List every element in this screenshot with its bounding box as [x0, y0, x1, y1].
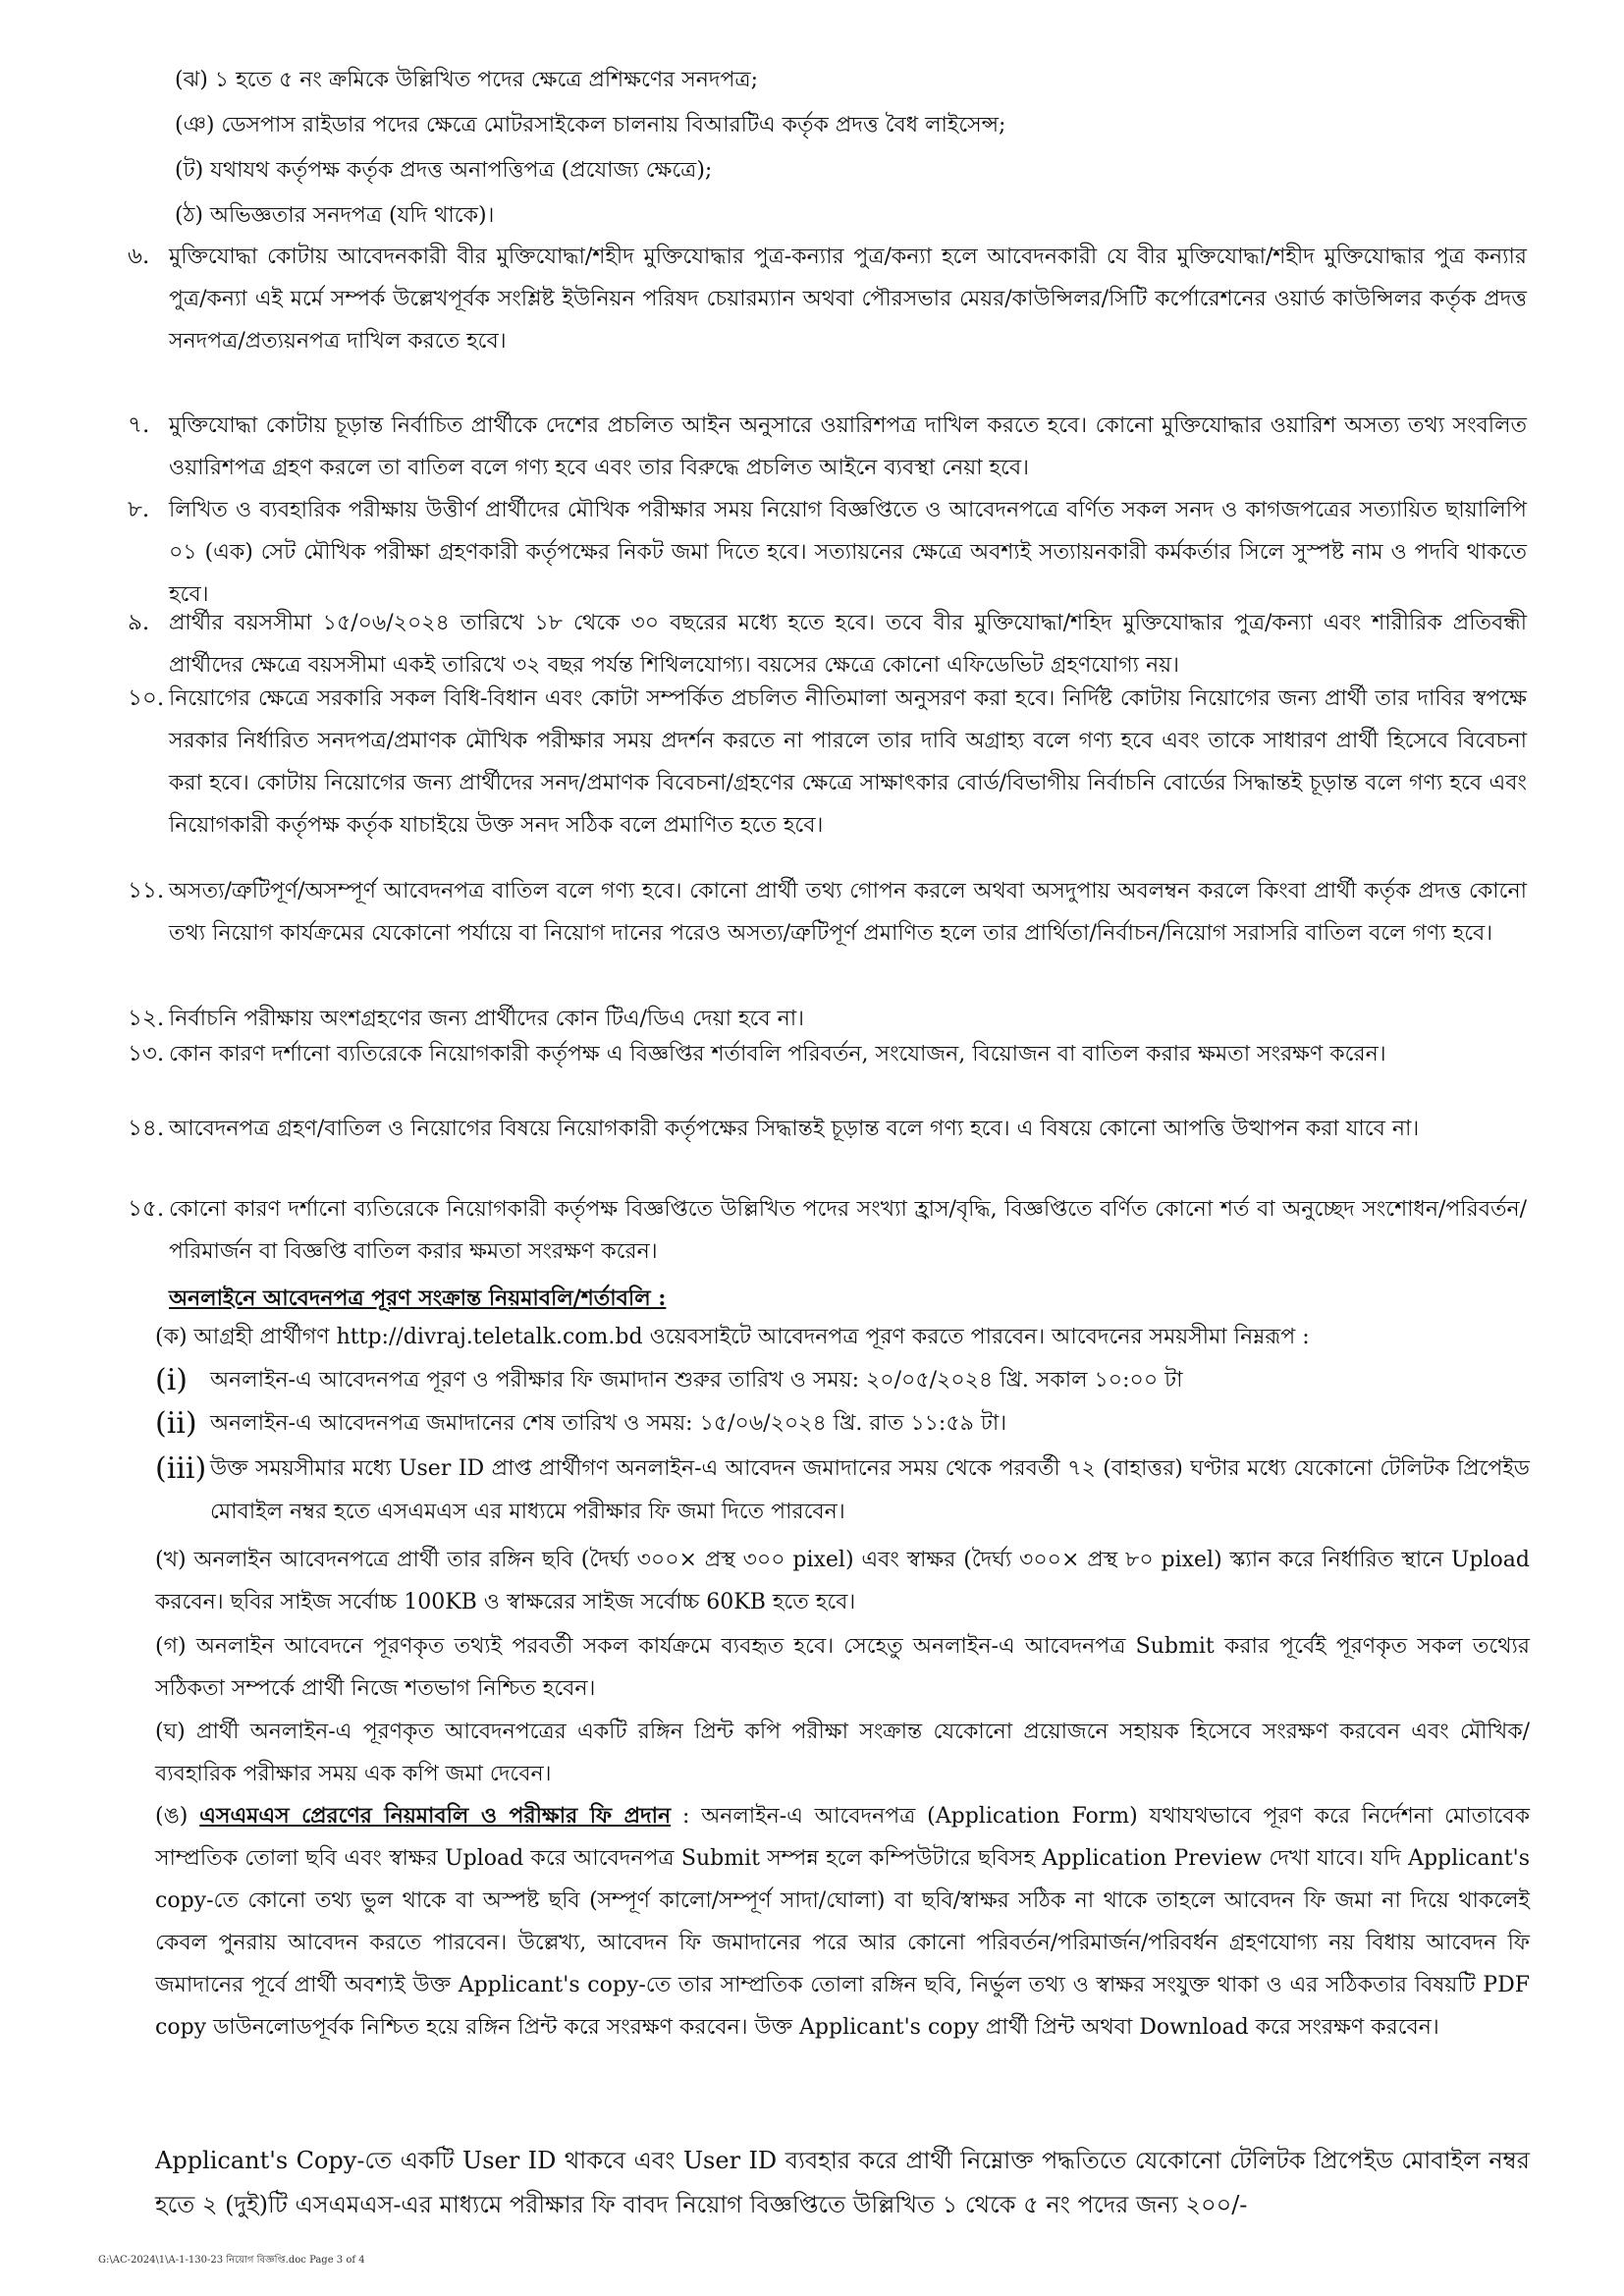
roman-numeral: (i)	[155, 1363, 189, 1397]
item-text: কোনো কারণ দর্শানো ব্যতিরেকে নিয়োগকারী কর্তৃপক্ষ বিজ্ঞপ্তিতে উল্লিখিত পদের সংখ্যা হ্রাস/বৃদ্ধি, বিজ্ঞপ্তিতে বর্ণিত কোনো শর্ত বা অনুচ্ছেদ সংশোধন/পরিবর্তন/পরিমার্জন বা বিজ্ঞপ্তি বাতিল করার ক্ষমতা সংরক্ষণ করেন।	[169, 1197, 1527, 1264]
online-rule-uma	[155, 1795, 1530, 2049]
item-number: ৯.	[128, 610, 150, 635]
item-number: ১২.	[128, 1006, 165, 1031]
final-paragraph: Applicant's Copy-তে একটি User ID থাকবে এবং User ID ব্যবহার করে প্রার্থী নিম্নোক্ত পদ্ধতিতে যেকোনো টেলিটক প্রিপেইড মোবাইল নম্বর হতে ২ (দুই)টি এসএমএস-এর মাধ্যমে পরীক্ষার ফি বাবদ নিয়োগ বিজ্ঞপ্তিতে উল্লিখিত ১ থেকে ৫ নং পদের জন্য ২০০/-	[155, 2147, 1530, 2218]
item-number: ১৪.	[128, 1116, 165, 1141]
online-rule-ka: (ক) আগ্রহী প্রার্থীগণ http://divraj.teletalk.com.bd ওয়েবসাইটে আবেদনপত্র পূরণ করতে পারবেন। আবেদনের সময়সীমা নিম্নরূপ :	[155, 1325, 1310, 1349]
roman-numeral: (ii)	[155, 1406, 197, 1441]
sms-fee-text: : অনলাইন-এ আবেদনপত্র (Application Form) যথাযথভাবে পূরণ করে নির্দেশনা মোতাবেক সাম্প্রতিক তোলা ছবি এবং স্বাক্ষর Upload করে আবেদনপত্র Submit সম্পন্ন হলে কম্পিউটারে ছবিসহ Application Preview দেখা যাবে। যদি Applicant's copy-তে কোনো তথ্য ভুল থাকে বা অস্পষ্ট ছবি (সম্পূর্ণ কালো/সম্পূর্ণ সাদা/ঘোলা) বা ছবি/স্বাক্ষর সঠিক না থাকে তাহলে আবেদন ফি জমা না দিয়ে থাকলেই কেবল পুনরায় আবেদন করতে পারবেন। উল্লেখ্য, আবেদন ফি জমাদানের পরে আর কোনো পরিবর্তন/পরিমার্জন/পরিবর্ধন গ্রহণযোগ্য নয় বিধায় আবেদন ফি জমাদানের পূর্বে প্রার্থী অবশ্যই উক্ত Applicant's copy-তে তার সাম্প্রতিক তোলা রঙ্গিন ছবি, নির্ভুল তথ্য ও স্বাক্ষর সংযুক্ত থাকা ও এর সঠিকতার বিষয়টি PDF copy ডাউনলোডপূর্বক নিশ্চিত হয়ে রঙ্গিন প্রিন্ট করে সংরক্ষণ করবেন। উক্ত Applicant's copy প্রার্থী প্রিন্ট অথবা Download করে সংরক্ষণ করবেন।	[155, 1804, 1530, 2040]
sub-item-nya: (ঞ) ডেসপাস রাইডার পদের ক্ষেত্রে মোটরসাইকেল চালনায় বিআরটিএ কর্তৃক প্রদত্ত বৈধ লাইসেন্স;	[175, 113, 1006, 137]
item-text: নিয়োগের ক্ষেত্রে সরকারি সকল বিধি-বিধান এবং কোটা সম্পর্কিত প্রচলিত নীতিমালা অনুসরণ করা হবে। নির্দিষ্ট কোটায় নিয়োগের জন্য প্রার্থী তার দাবির স্বপক্ষে সরকার নির্ধারিত সনদপত্র/প্রমাণক মৌখিক পরীক্ষার সময় প্রদর্শন করতে না পারলে তার দাবি অগ্রাহ্য বলে গণ্য হবে এবং তাকে সাধারণ প্রার্থী হিসেবে বিবেচনা করা হবে। কোটায় নিয়োগের জন্য প্রার্থীদের সনদ/প্রমাণক বিবেচনা/গ্রহণের ক্ষেত্রে সাক্ষাৎকার বোর্ড/বিভাগীয় নির্বাচনি বোর্ডের সিদ্ধান্তই চূড়ান্ত বলে গণ্য হবে এবং নিয়োগকারী কর্তৃপক্ষ কর্তৃক যাচাইয়ে উক্ত সনদ সঠিক বলে প্রমাণিত হতে হবে।	[169, 686, 1527, 838]
item-number: ১৩.	[128, 1041, 165, 1066]
item-text: প্রার্থীর বয়সসীমা ১৫/০৬/২০২৪ তারিখে ১৮ থেকে ৩০ বছরের মধ্যে হতে হবে। তবে বীর মুক্তিযোদ্ধা/শহিদ মুক্তিযোদ্ধার পুত্র/কন্যা এবং শারীরিক প্রতিবন্ধী প্রার্থীদের ক্ষেত্রে বয়সসীমা একই তারিখে ৩২ বছর পর্যন্ত শিথিলযোগ্য। বয়সের ক্ষেত্রে কোনো এফিডেভিট গ্রহণযোগ্য নয়।	[169, 611, 1527, 678]
online-rules-heading: অনলাইনে আবেদনপত্র পূরণ সংক্রান্ত নিয়মাবলি/শর্তাবলি :	[169, 1285, 667, 1311]
deadline-text: উক্ত সময়সীমার মধ্যে User ID প্রাপ্ত প্রার্থীগণ অনলাইন-এ আবেদন জমাদানের সময় থেকে পরবর্তী ৭২ (বাহাত্তর) ঘণ্টার মধ্যে যেকোনো টেলিটক প্রিপেইড মোবাইল নম্বর হতে এসএমএস এর মাধ্যমে পরীক্ষার ফি জমা দিতে পারবেন।	[210, 1456, 1530, 1524]
list-item	[128, 602, 1527, 686]
item-number: ৬.	[128, 244, 150, 269]
item-text: লিখিত ও ব্যবহারিক পরীক্ষায় উত্তীর্ণ প্রার্থীদের মৌখিক পরীক্ষার সময় নিয়োগ বিজ্ঞপ্তিতে ও আবেদনপত্রে বর্ণিত সকল সনদ ও কাগজপত্রের সত্যায়িত ছায়ালিপি ০১ (এক) সেট মৌখিক পরীক্ষা গ্রহণকারী কর্তৃপক্ষের নিকট জমা দিতে হবে। সত্যায়নের ক্ষেত্রে অবশ্যই সত্যায়নকারী কর্মকর্তার সিলে সুস্পষ্ট নাম ও পদবি থাকতে হবে।	[169, 498, 1527, 607]
deadline-item	[155, 1359, 1530, 1402]
page-footer: G:\AC-2024\1\A-1-130-23 নিয়োগ বিজ্ঞপ্তি.doc Page 3 of 4	[98, 2255, 365, 2266]
item-number: ৭.	[128, 412, 150, 438]
deadline-text: অনলাইন-এ আবেদনপত্র পূরণ ও পরীক্ষার ফি জমাদান শুরুর তারিখ ও সময়: ২০/০৫/২০২৪ খ্রি. সকাল ১০:০০ টা	[210, 1368, 1183, 1393]
online-rule-kha: (খ) অনলাইন আবেদনপত্রে প্রার্থী তার রঙ্গিন ছবি (দৈর্ঘ্য ৩০০× প্রস্থ ৩০০ pixel) এবং স্বাক্ষর (দৈর্ঘ্য ৩০০× প্রস্থ ৮০ pixel) স্ক্যান করে নির্ধারিত স্থানে Upload করবেন। ছবির সাইজ সর্বোচ্চ 100KB ও স্বাক্ষরের সাইজ সর্বোচ্চ 60KB হতে হবে।	[155, 1548, 1530, 1614]
item-text: আবেদনপত্র গ্রহণ/বাতিল ও নিয়োগের বিষয়ে নিয়োগকারী কর্তৃপক্ষের সিদ্ধান্তই চূড়ান্ত বলে গণ্য হবে। এ বিষয়ে কোনো আপত্তি উত্থাপন করা যাবে না।	[169, 1117, 1420, 1141]
item-text: কোন কারণ দর্শানো ব্যতিরেকে নিয়োগকারী কর্তৃপক্ষ এ বিজ্ঞপ্তির শর্তাবলি পরিবর্তন, সংযোজন, বিয়োজন বা বাতিল করার ক্ষমতা সংরক্ষণ করেন।	[169, 1042, 1386, 1066]
deadline-text: অনলাইন-এ আবেদনপত্র জমাদানের শেষ তারিখ ও সময়: ১৫/০৬/২০২৪ খ্রি. রাত ১১:৫৯ টা।	[210, 1411, 1007, 1436]
list-item	[128, 1108, 1527, 1150]
list-item	[128, 678, 1527, 847]
rule-prefix: (ঙ)	[155, 1804, 200, 1829]
item-text: মুক্তিযোদ্ধা কোটায় চূড়ান্ত নির্বাচিত প্রার্থীকে দেশের প্রচলিত আইন অনুসারে ওয়ারিশপত্র দাখিল করতে হবে। কোনো মুক্তিযোদ্ধার ওয়ারিশ অসত্য তথ্য সংবলিত ওয়ারিশপত্র গ্রহণ করলে তা বাতিল বলে গণ্য হবে এবং তার বিরুদ্ধে প্রচলিত আইনে ব্যবস্থা নেয়া হবে।	[169, 413, 1527, 480]
list-item	[128, 236, 1527, 362]
item-text: নির্বাচনি পরীক্ষায় অংশগ্রহণের জন্য প্রার্থীদের কোন টিএ/ডিএ দেয়া হবে না।	[169, 1007, 804, 1031]
item-text: মুক্তিযোদ্ধা কোটায় আবেদনকারী বীর মুক্তিযোদ্ধা/শহীদ মুক্তিযোদ্ধার পুত্র-কন্যার পুত্র/কন্যা হলে আবেদনকারী যে বীর মুক্তিযোদ্ধা/শহীদ মুক্তিযোদ্ধার পুত্র কন্যার পুত্র/কন্যা এই মর্মে সম্পর্ক উল্লেখপূর্বক সংশ্লিষ্ট ইউনিয়ন পরিষদ চেয়ারম্যান অথবা পৌরসভার মেয়র/কাউন্সিলর/সিটি কর্পোরেশনের ওয়ার্ড কাউন্সিলর কর্তৃক প্রদত্ত সনদপত্র/প্রত্যয়নপত্র দাখিল করতে হবে।	[169, 245, 1527, 354]
list-item	[128, 405, 1527, 489]
online-rule-gha: (ঘ) প্রার্থী অনলাইন-এ পূরণকৃত আবেদনপত্রের একটি রঙ্গিন প্রিন্ট কপি পরীক্ষা সংক্রান্ত যেকোনো প্রয়োজনে সহায়ক হিসেবে সংরক্ষণ করবেন এবং মৌখিক/ব্যবহারিক পরীক্ষার সময় এক কপি জমা দেবেন।	[155, 1720, 1530, 1786]
sub-item-jha: (ঝ) ১ হতে ৫ নং ক্রমিকে উল্লিখিত পদের ক্ষেত্রে প্রশিক্ষণের সনদপত্র;	[175, 68, 758, 92]
roman-numeral: (iii)	[155, 1451, 207, 1486]
item-number: ১১.	[128, 878, 165, 903]
item-number: ১৫.	[128, 1196, 165, 1222]
item-number: ৮.	[128, 497, 150, 522]
sms-fee-label: এসএমএস প্রেরণের নিয়মাবলি ও পরীক্ষার ফি প্রদান	[199, 1803, 672, 1829]
list-item	[128, 870, 1527, 955]
deadline-item	[155, 1448, 1530, 1534]
sub-item-tha: (ঠ) অভিজ্ঞতার সনদপত্র (যদি থাকে)।	[175, 203, 495, 228]
item-number: ১০.	[128, 685, 165, 711]
deadline-item	[155, 1402, 1530, 1446]
online-rule-ga: (গ) অনলাইন আবেদনে পূরণকৃত তথ্যই পরবর্তী সকল কার্যক্রমে ব্যবহৃত হবে। সেহেতু অনলাইন-এ আবেদনপত্র Submit করার পূর্বেই পূরণকৃত সকল তথ্যের সঠিকতা সম্পর্কে প্রার্থী নিজে শতভাগ নিশ্চিত হবেন।	[155, 1634, 1530, 1701]
sub-item-ta: (ট) যথাযথ কর্তৃপক্ষ কর্তৃক প্রদত্ত অনাপত্তিপত্র (প্রযোজ্য ক্ষেত্রে);	[175, 158, 713, 183]
list-item	[128, 1033, 1527, 1075]
list-item	[128, 1188, 1527, 1273]
item-text: অসত্য/ত্রুটিপূর্ণ/অসম্পূর্ণ আবেদনপত্র বাতিল বলে গণ্য হবে। কোনো প্রার্থী তথ্য গোপন করলে অথবা অসদুপায় অবলম্বন করলে কিংবা প্রার্থী কর্তৃক প্রদত্ত কোনো তথ্য নিয়োগ কার্যক্রমের যেকোনো পর্যায়ে বা নিয়োগ দানের পরেও অসত্য/ত্রুটিপূর্ণ প্রমাণিত হলে তার প্রার্থিতা/নির্বাচন/নিয়োগ সরাসরি বাতিল বলে গণ্য হবে।	[169, 879, 1527, 946]
list-item	[128, 489, 1527, 616]
